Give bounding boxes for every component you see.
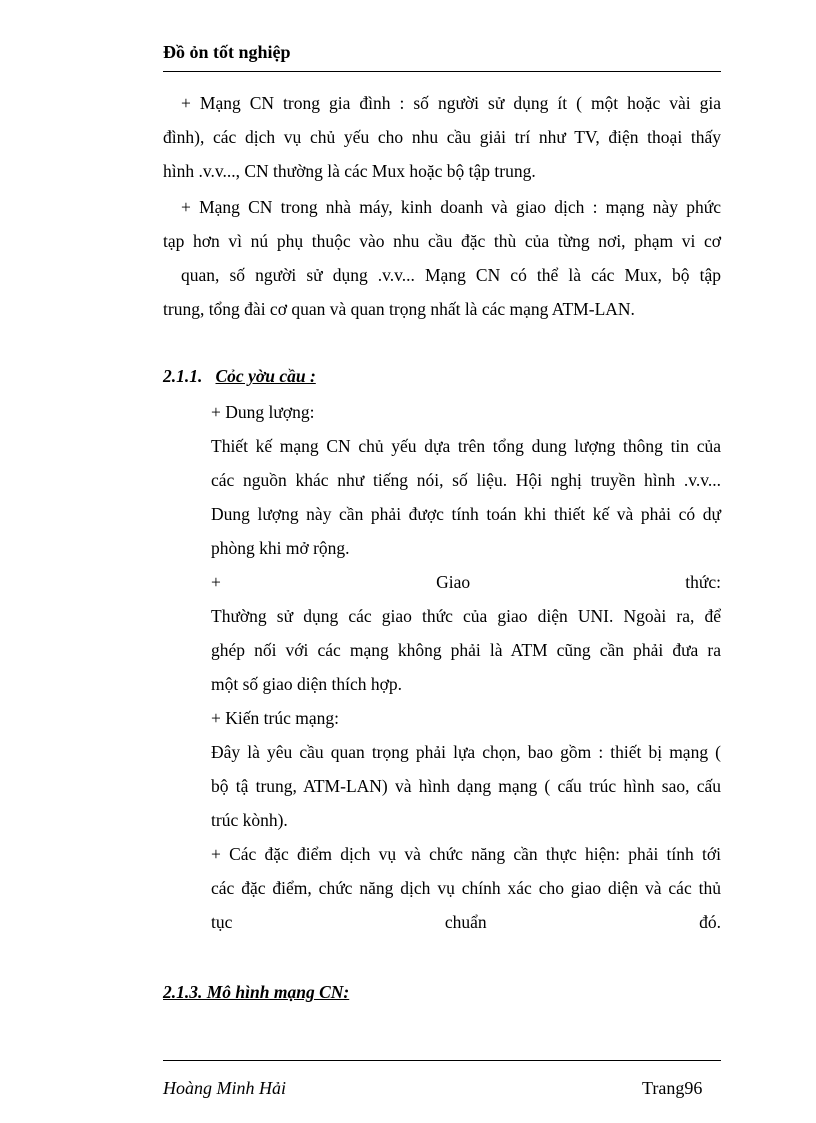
section-title: 2.1.3. Mô hình mạng CN: — [163, 982, 350, 1002]
text-line: bộ tậ trung, ATM-LAN) và hình dạng mạng ( cấu trúc hình sao, cấu — [211, 776, 721, 796]
requirement-label: + Kiến trúc mạng: — [211, 708, 339, 728]
text-line: phòng khi mở rộng. — [211, 538, 350, 558]
header-rule — [163, 71, 721, 72]
text-line: trung, tổng đài cơ quan và quan trọng nhất là các mạng ATM-LAN. — [163, 299, 635, 319]
requirement-protocol — [211, 565, 721, 701]
text-line: tục chuẩn đó. — [211, 912, 721, 932]
text-line: + Các đặc điểm dịch vụ và chức năng cần thực hiện: phải tính tới — [211, 844, 721, 864]
text-line: Thường sử dụng các giao thức của giao diện UNI. Ngoài ra, để — [211, 606, 721, 626]
text-line: trúc kònh). — [211, 810, 288, 830]
text-line: + Mạng CN trong nhà máy, kinh doanh và giao dịch : mạng này phức — [181, 197, 721, 217]
text-line: tạp hơn vì nú phụ thuộc vào nhu cầu đặc thù của từng nơi, phạm vi cơ — [163, 231, 721, 251]
text-line: ghép nối với các mạng không phải là ATM cũng cần phải đưa ra — [211, 640, 721, 660]
requirement-capacity — [211, 395, 721, 565]
text-line: Dung lượng này cần phải được tính toán khi thiết kế và phải có dự — [211, 504, 721, 524]
section-heading-network-model — [163, 982, 349, 1003]
requirement-label: + Dung lượng: — [211, 402, 315, 422]
intro-paragraph-2 — [163, 190, 721, 326]
footer-author: Hoàng Minh Hải — [163, 1078, 286, 1098]
intro-paragraph-1 — [163, 86, 721, 188]
text-line: quan, số người sử dụng .v.v... Mạng CN có thể là các Mux, bộ tập — [181, 265, 721, 285]
page-header-title: Đồ ỏn tốt nghiệp — [163, 42, 291, 62]
section-heading-requirements — [163, 366, 316, 387]
text-line: Thiết kế mạng CN chủ yếu dựa trên tổng dung lượng thông tin của — [211, 436, 721, 456]
text-line: hình .v.v..., CN thường là các Mux hoặc bộ tập trung. — [163, 161, 536, 181]
text-line: các đặc điểm, chức năng dịch vụ chính xác cho giao diện và các thủ — [211, 878, 721, 898]
requirement-service-features — [211, 837, 721, 939]
requirement-label: + Giao thức: — [211, 572, 722, 592]
text-line: các nguồn khác như tiếng nói, số liệu. Hội nghị truyền hình .v.v... — [211, 470, 721, 490]
text-line: + Mạng CN trong gia đình : số người sử dụng ít ( một hoặc vài gia — [181, 93, 721, 113]
section-title: Cỏc yờu cầu : — [215, 366, 316, 386]
footer-rule — [163, 1060, 721, 1061]
text-line: một số giao diện thích hợp. — [211, 674, 403, 694]
section-number: 2.1.1. — [163, 366, 203, 386]
text-line: đình), các dịch vụ chủ yếu cho nhu cầu giải trí như TV, điện thoại thấy — [163, 127, 721, 147]
text-line: Đây là yêu cầu quan trọng phải lựa chọn, bao gồm : thiết bị mạng ( — [211, 742, 721, 762]
requirement-architecture — [211, 701, 721, 837]
page-number: Trang96 — [642, 1078, 703, 1098]
